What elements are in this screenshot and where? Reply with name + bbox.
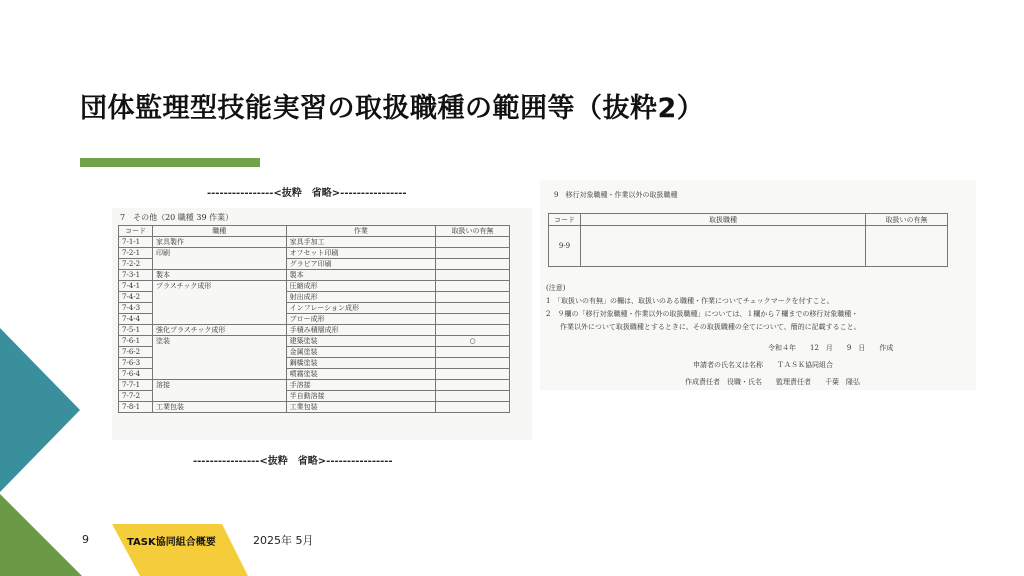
table-header-row	[119, 226, 510, 237]
cell-job: 印刷	[152, 248, 286, 259]
teal-triangle	[0, 328, 80, 492]
footer-date: 2025年 5月	[253, 534, 314, 547]
cell-work: 工業包装	[286, 402, 436, 413]
header-code: コード	[549, 214, 581, 226]
scanned-table-other-jobs	[112, 208, 532, 440]
cell-work: オフセット印刷	[286, 248, 436, 259]
cell-code: 7-4-4	[119, 314, 153, 325]
table-row	[119, 314, 510, 325]
table-row	[119, 402, 510, 413]
header-handling: 取扱いの有無	[866, 214, 948, 226]
section-9-title: 9 移行対象職種・作業以外の取扱職種	[554, 191, 678, 199]
cell-job: プラスチック成形	[152, 281, 286, 292]
cell-job: 家具製作	[152, 237, 286, 248]
cell-handling	[436, 292, 510, 303]
footer-organization: TASK協同組合概要	[127, 537, 216, 548]
cell-code: 7-1-1	[119, 237, 153, 248]
cell-job: 溶接	[152, 380, 286, 391]
table-row	[119, 347, 510, 358]
table-row	[549, 226, 948, 267]
cell-work: ブロー成形	[286, 314, 436, 325]
cell-code: 7-6-2	[119, 347, 153, 358]
cell-code: 7-8-1	[119, 402, 153, 413]
cell-work: グラビア印刷	[286, 259, 436, 270]
omitted-marker-top: ----------------<抜粋 省略>----------------	[207, 188, 407, 199]
omitted-marker-bottom: ----------------<抜粋 省略>----------------	[193, 456, 393, 467]
cell-job: 塗装	[152, 336, 286, 347]
cell-work: 手積み積層成形	[286, 325, 436, 336]
cell-handling	[436, 402, 510, 413]
cell-job: 製本	[152, 270, 286, 281]
creation-date: 令和４年 12 月 9 日 作成	[768, 344, 894, 352]
note-2: 2 ９欄の「移行対象職種・作業以外の取扱職種」については、１欄から７欄までの移行対象職種・	[546, 310, 859, 318]
cell-work: 家具手加工	[286, 237, 436, 248]
cell-code: 7-6-4	[119, 369, 153, 380]
header-code: コード	[119, 226, 153, 237]
cell-code: 7-6-3	[119, 358, 153, 369]
cell-code: 7-6-1	[119, 336, 153, 347]
cell-code: 7-7-2	[119, 391, 153, 402]
table-row	[119, 270, 510, 281]
slide-title: 団体監理型技能実習の取扱職種の範囲等（抜粋2）	[80, 93, 705, 124]
cell-code: 7-3-1	[119, 270, 153, 281]
section-7-title: 7 その他（20 職種 39 作業）	[120, 213, 234, 222]
header-job-type: 取扱職種	[580, 214, 865, 226]
table-row	[119, 358, 510, 369]
table-row	[119, 391, 510, 402]
cell-job	[152, 303, 286, 314]
page-number: 9	[82, 533, 89, 546]
cell-handling	[436, 281, 510, 292]
table-row	[119, 248, 510, 259]
header-job-type: 職種	[152, 226, 286, 237]
cell-work: 鋼橋塗装	[286, 358, 436, 369]
cell-work: 圧縮成形	[286, 281, 436, 292]
cell-handling	[436, 380, 510, 391]
cell-work: 建築塗装	[286, 336, 436, 347]
cell-handling	[436, 237, 510, 248]
cell-code: 7-5-1	[119, 325, 153, 336]
title-accent-bar	[80, 158, 260, 167]
cell-code: 9-9	[549, 226, 581, 267]
cell-handling-checked: ○	[436, 336, 510, 347]
responsible-person: 作成責任者 役職・氏名 監理責任者 千葉 隆弘	[685, 378, 860, 386]
cell-work: 製本	[286, 270, 436, 281]
jobs-table	[118, 225, 510, 413]
cell-handling	[436, 325, 510, 336]
header-handling: 取扱いの有無	[436, 226, 510, 237]
table-row	[119, 380, 510, 391]
cell-handling	[866, 226, 948, 267]
cell-work: 噴霧塗装	[286, 369, 436, 380]
section-9-table	[548, 213, 948, 267]
applicant-name: 申請者の氏名又は名称 ＴＡＳＫ協同組合	[693, 361, 833, 369]
cell-handling	[436, 391, 510, 402]
table-row	[119, 369, 510, 380]
scanned-form-section-9	[540, 180, 976, 390]
cell-job	[152, 369, 286, 380]
cell-handling	[436, 303, 510, 314]
table-row	[119, 336, 510, 347]
table-row	[119, 237, 510, 248]
cell-job	[152, 314, 286, 325]
cell-handling	[436, 314, 510, 325]
table-row	[119, 259, 510, 270]
cell-handling	[436, 270, 510, 281]
cell-handling	[436, 248, 510, 259]
table-row	[119, 303, 510, 314]
cell-job: 工業包装	[152, 402, 286, 413]
table-row	[119, 292, 510, 303]
cell-handling	[436, 259, 510, 270]
cell-job: 強化プラスチック成形	[152, 325, 286, 336]
cell-code: 7-7-1	[119, 380, 153, 391]
yellow-footer-shape	[112, 524, 248, 576]
cell-code: 7-2-1	[119, 248, 153, 259]
cell-job	[580, 226, 865, 267]
cell-handling	[436, 358, 510, 369]
note-2-continued: 作業以外について取扱職種とするときに、その取扱職種の全てについて、簡的に記載すること。	[560, 323, 861, 331]
notes-heading: (注意)	[546, 284, 566, 292]
cell-job	[152, 347, 286, 358]
cell-work: 金属塗装	[286, 347, 436, 358]
cell-work: 半自動溶接	[286, 391, 436, 402]
cell-job	[152, 259, 286, 270]
cell-job	[152, 358, 286, 369]
cell-code: 7-4-3	[119, 303, 153, 314]
cell-code: 7-4-2	[119, 292, 153, 303]
cell-handling	[436, 369, 510, 380]
cell-work: 手溶接	[286, 380, 436, 391]
note-1: 1 「取扱いの有無」の欄は、取扱いのある職種・作業についてチェックマークを付すこと。	[546, 297, 834, 305]
cell-job	[152, 391, 286, 402]
cell-work: 射出成形	[286, 292, 436, 303]
cell-work: インフレーション成形	[286, 303, 436, 314]
table-row	[119, 281, 510, 292]
cell-code: 7-2-2	[119, 259, 153, 270]
header-work: 作業	[286, 226, 436, 237]
cell-job	[152, 292, 286, 303]
green-triangle	[0, 494, 82, 576]
cell-handling	[436, 347, 510, 358]
cell-code: 7-4-1	[119, 281, 153, 292]
table-row	[119, 325, 510, 336]
table-header-row	[549, 214, 948, 226]
